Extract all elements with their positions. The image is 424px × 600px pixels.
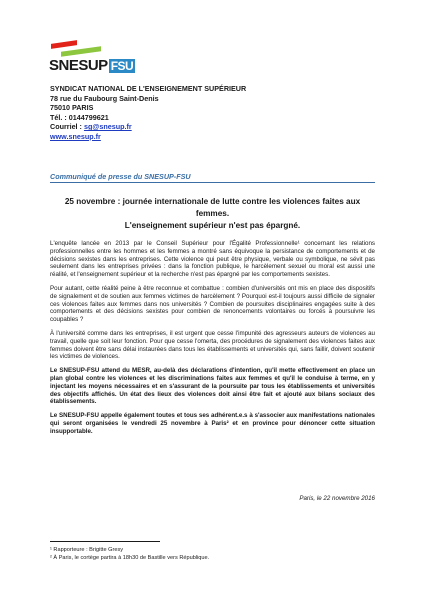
paragraph-3: À l'université comme dans les entreprises, il est urgent que cesse l'impunité des agresseurs auteurs de violences au travail, quelle que soit leur fonction. Pour que cesse l'omerta, des procédures de signalement des violences faites aux femmes doivent être sans délai instaurées dans tous les établissements et universités qui, sans faillir, doivent soutenir les victimes de violences. [50,329,375,361]
footnotes [50,546,375,562]
header-divider [50,182,375,183]
logo-brand: SNESUP [49,57,108,74]
logo-green-stripe [61,46,101,57]
paragraph-5: Le SNESUP-FSU appelle également toutes et tous ses adhérent.e.s à s'associer aux manifestations nationales qui seront organisées le vendredi 25 novembre à Paris² et en province pour dénoncer cette situation insupportable. [50,412,375,435]
snesup-fsu-logo [49,42,134,82]
org-website-link[interactable]: www.snesup.fr [50,131,101,141]
document-title [50,196,375,232]
org-email-line [50,122,350,132]
footnote-divider [50,541,160,542]
document-body [50,240,375,442]
title-line-1: 25 novembre : journée internationale de lutte contre les violences faites aux femmes. [64,197,361,218]
paragraph-2: Pour autant, cette réalité peine à être reconnue et combattue : combien d'universités ont mis en place des dispositifs de signalement et de soutien aux femmes victimes de harcèlement ? Pourquoi est-il toujours aussi difficile de signaler ces violences faites aux femmes dans nos universités ? Combien de poursuites disciplinaires engagées suite à des comportements et des décisions sexistes pour combien de renoncements volontaires ou forcés à poursuivre les coupables ? [50,284,375,324]
org-name: SYNDICAT NATIONAL DE L'ENSEIGNEMENT SUPÉRIEUR [50,84,247,93]
org-street: 78 rue du Faubourg Saint-Denis [50,93,159,103]
org-email-link[interactable]: sg@snesup.fr [83,122,132,132]
org-address-block [50,84,350,142]
org-phone: Tél. : 0144799621 [50,112,109,122]
press-release-label: Communiqué de presse du SNESUP-FSU [50,172,191,181]
paragraph-4: Le SNESUP-FSU attend du MESR, au-delà des déclarations d'intention, qu'il mette effectivement en place un plan global contre les violences et les discriminations faites aux femmes et qu'il le conduise à terme, en y injectant les moyens nécessaires et en s'assurant de la poursuite par tous les établissements et universités des objectifs affichés. Un état des lieux des violences doit ainsi être fait et ajouté aux bilans sociaux des établissements. [50,367,375,406]
footnote-2: ² À Paris, le cortège partira à 18h30 de Bastille vers République. [50,555,210,561]
logo-wordmark [49,58,135,74]
signature-date: Paris, le 22 novembre 2016 [299,495,375,502]
logo-red-stripe [51,40,77,49]
org-city: 75010 PARIS [50,103,94,113]
logo-fsu-badge: FSU [110,59,134,73]
org-email-label: Courriel : [50,122,84,132]
title-line-2: L'enseignement supérieur n'est pas épargné. [124,221,301,230]
paragraph-1: L'enquête lancée en 2013 par le Conseil Supérieur pour l'Égalité Professionnelle¹ concernant les relations professionnelles entre les hommes et les femmes a montré sans équivoque la persistance de comportements et de décisions sexistes dans les entreprises. Cette violence qui peut être physique, verbale ou symbolique, ne sévit pas seulement dans les entreprises privées : dans la fonction publique, le harcèlement sexuel ou moral est aussi une réalité, et l'enseignement supérieur et la recherche n'est pas épargné par les comportements sexistes. [50,240,375,279]
footnote-1: ¹ Rapporteure : Brigitte Gresy [50,547,124,553]
org-website-line [50,132,350,142]
